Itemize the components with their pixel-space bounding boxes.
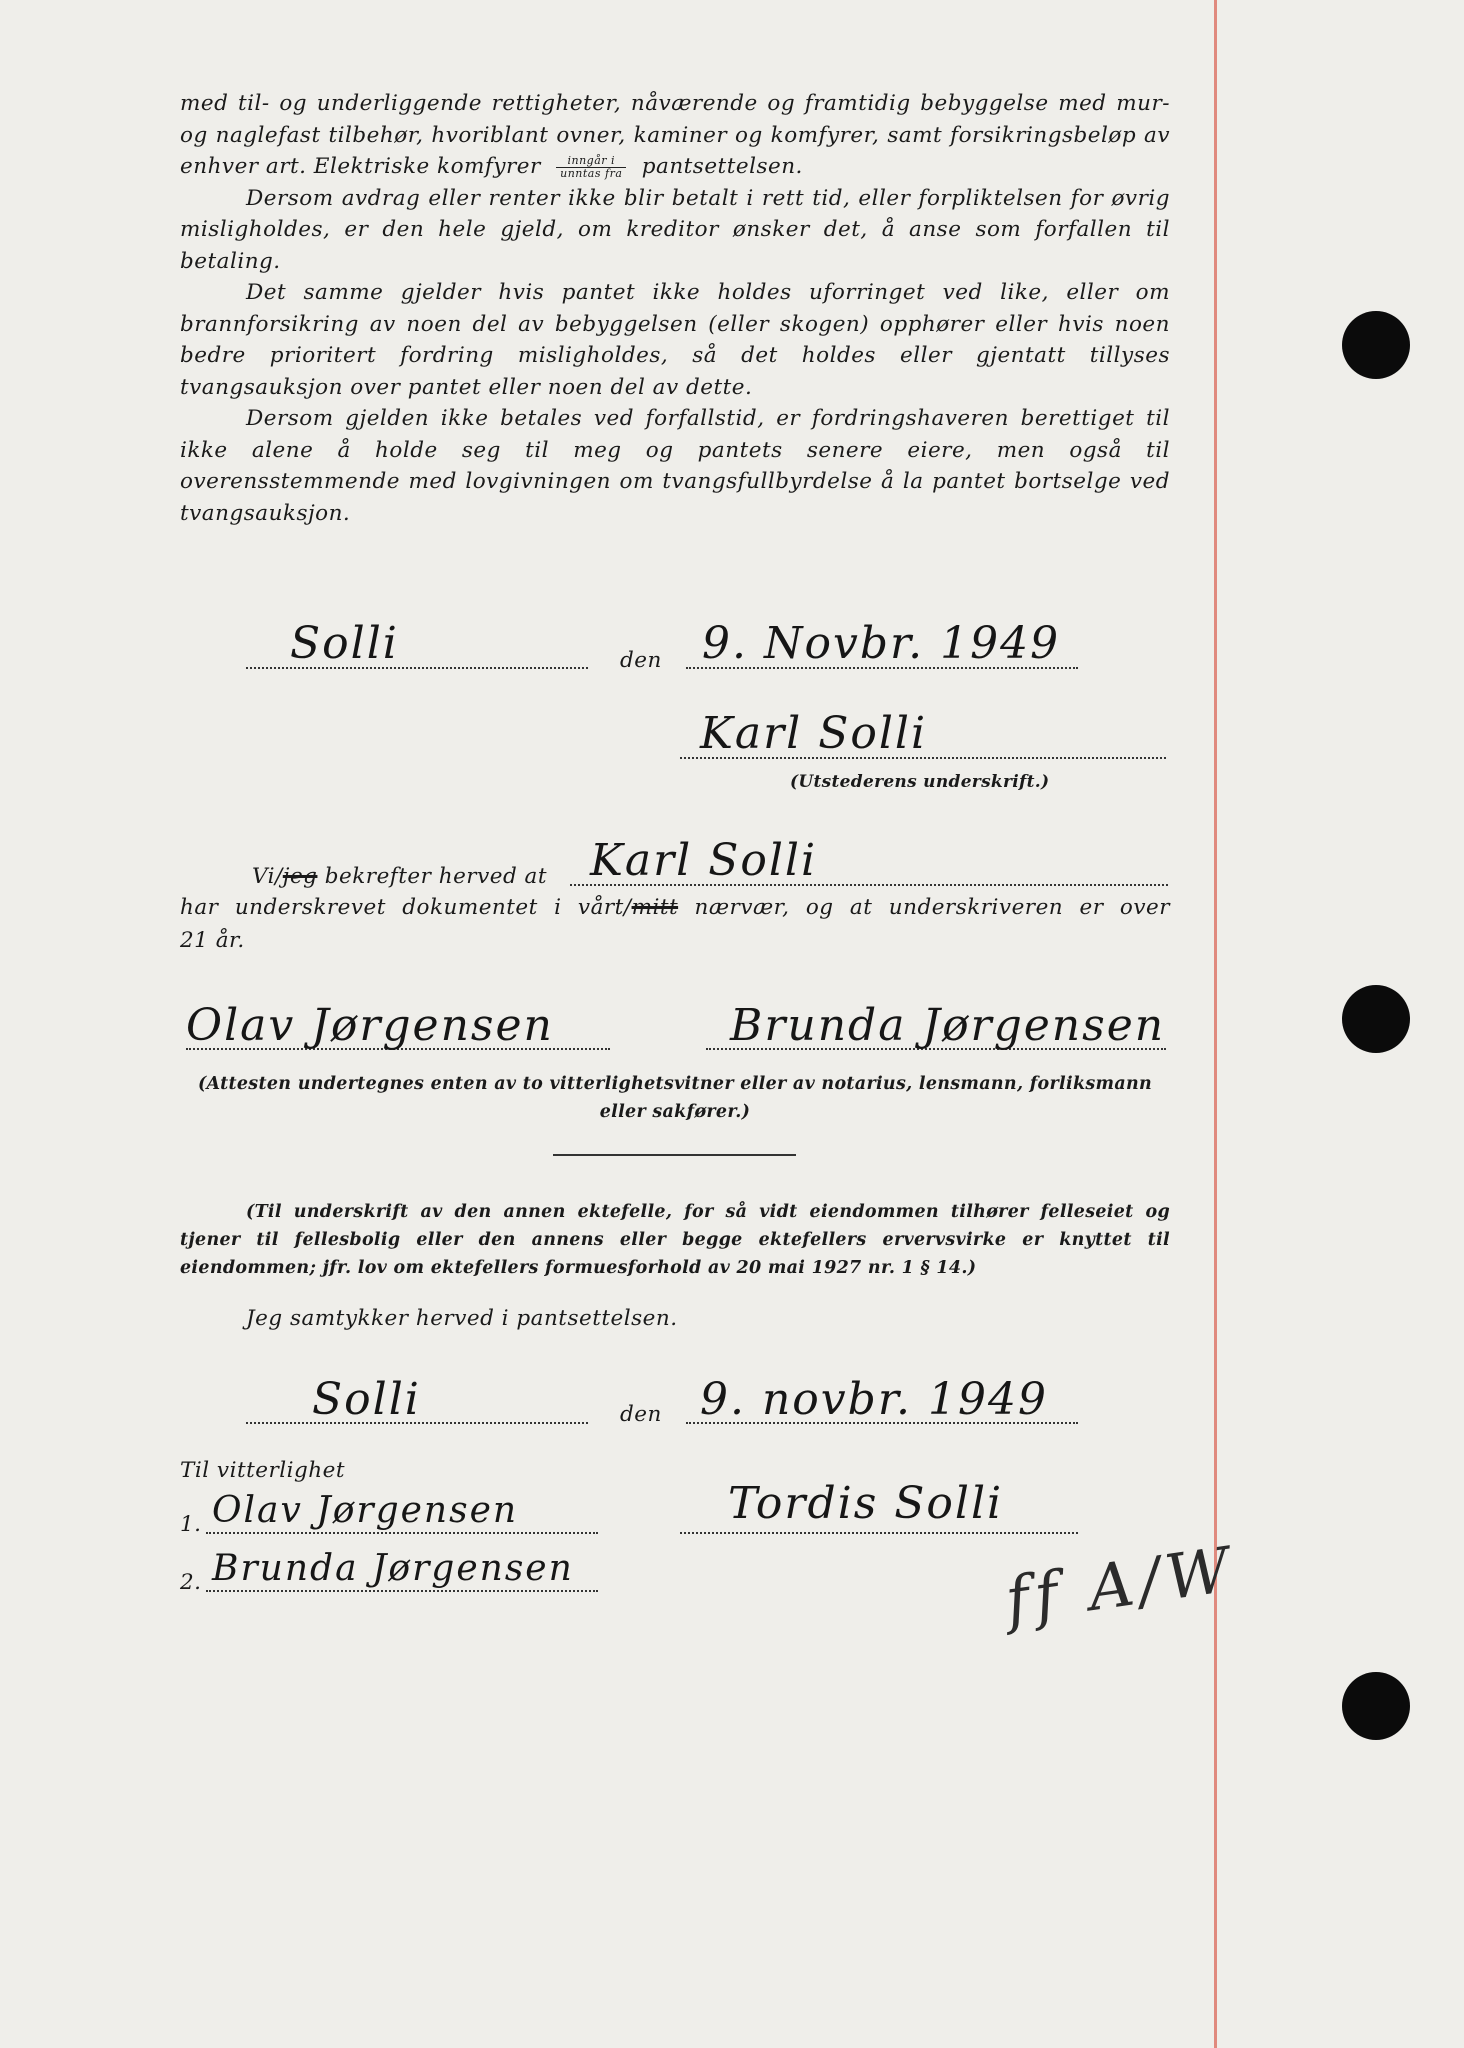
fraction-bottom: unntas fra — [560, 166, 623, 180]
attest-signer-handwritten: Karl Solli — [590, 835, 818, 886]
attest-vi: Vi/ — [252, 864, 283, 889]
witness-number-2: 2. — [180, 1570, 202, 1595]
punch-hole — [1342, 985, 1410, 1053]
place2-handwritten: Solli — [312, 1374, 421, 1425]
place-handwritten: Solli — [290, 618, 399, 669]
spouse-signature-line — [680, 1530, 1078, 1534]
til-vitterlighet-label: Til vitterlighet — [180, 1458, 345, 1483]
attest-line3: 21 år. — [180, 928, 245, 953]
issuer-signature: Karl Solli — [700, 708, 928, 759]
date-handwritten: 9. Novbr. 1949 — [702, 618, 1061, 669]
fraction-top: inngår i — [556, 155, 626, 168]
clerk-initials: ff A/W — [1001, 1532, 1240, 1637]
paragraph-default: Dersom avdrag eller renter ikke blir betalt i rett tid, eller forpliktelsen for øvrig misligholdes, er den hele gjeld, om kreditor ønsker det, å anse som forfallen til betaling. — [180, 185, 1170, 274]
issuer-signature-label: (Utstederens underskrift.) — [790, 772, 1050, 792]
attest-line2-post: nærvær, og at underskriveren er over — [678, 895, 1171, 920]
consent-text: Jeg samtykker herved i pantsettelsen. — [246, 1306, 678, 1331]
spouse-witness1-signature: Olav Jørgensen — [212, 1490, 519, 1531]
attest-note-line1: (Attesten undertegnes enten av to vitterlighetsvitner eller av notarius, lensmann, forliksmann — [197, 1074, 1153, 1094]
struck-jeg: jeg — [282, 864, 318, 889]
attest-line1 — [252, 864, 547, 889]
witness-number-1: 1. — [180, 1512, 202, 1537]
den-label: den — [620, 648, 662, 673]
spouse-witness2-signature: Brunda Jørgensen — [212, 1548, 574, 1589]
mortgage-terms — [180, 88, 1170, 529]
paragraph-text: pantsettelsen. — [641, 154, 803, 179]
section-divider — [553, 1154, 796, 1156]
red-margin-line — [1214, 0, 1217, 2048]
attest-line2-pre: har underskrevet dokumentet i vårt/ — [180, 895, 632, 920]
spouse-note: (Til underskrift av den annen ektefelle, for så vidt eiendommen tilhører felleseiet og tjener til fellesbolig eller den annens eller begge ektefellers ervervsvirke er knyttet til eiendommen; jfr. lov om ektefellers formuesforhold av 20 mai 1927 nr. 1 § 14.) — [180, 1202, 1170, 1278]
witness1-signature: Olav Jørgensen — [186, 1000, 554, 1051]
attest-line2 — [180, 895, 1170, 920]
date2-handwritten: 9. novbr. 1949 — [700, 1374, 1048, 1425]
paragraph-rights — [180, 88, 1170, 183]
paragraph-forced-sale: Dersom gjelden ikke betales ved forfallstid, er fordringshaveren berettiget til ikke alene å holde seg til meg og pantets senere eiere, men også til overensstemmende med lovgivningen om tvangsfullbyrdelse å la pantet bortselge ved tvangsauksjon. — [180, 406, 1170, 526]
paragraph-text: med til- og underliggende rettigheter, nåværende og framtidig bebyggelse med mur- og naglefast tilbehør, hvoriblant ovner, kaminer og komfyrer, samt forsikringsbeløp av enhver art. Elektriske komfyrer — [180, 91, 1170, 179]
paragraph-maintenance: Det samme gjelder hvis pantet ikke holdes uforringet ved like, eller om brannforsikring av noen del av bebyggelsen (eller skogen) opphører eller hvis noen bedre prioritert fordring misligholdes, så det holdes eller gjentatt tillyses tvangsauksjon over pantet eller noen del av dette. — [180, 280, 1170, 400]
struck-mitt: mitt — [631, 895, 679, 920]
fraction-inngar-unntas — [556, 155, 626, 180]
attest-note-line2: eller sakfører.) — [599, 1102, 751, 1122]
spouse-signature: Tordis Solli — [728, 1478, 1004, 1529]
punch-hole — [1342, 311, 1410, 379]
den2-label: den — [620, 1402, 662, 1427]
punch-hole — [1342, 1672, 1410, 1740]
attest-note — [180, 1070, 1170, 1126]
attest-bekrefter: bekrefter herved at — [317, 864, 547, 889]
witness2-signature: Brunda Jørgensen — [730, 1000, 1166, 1051]
